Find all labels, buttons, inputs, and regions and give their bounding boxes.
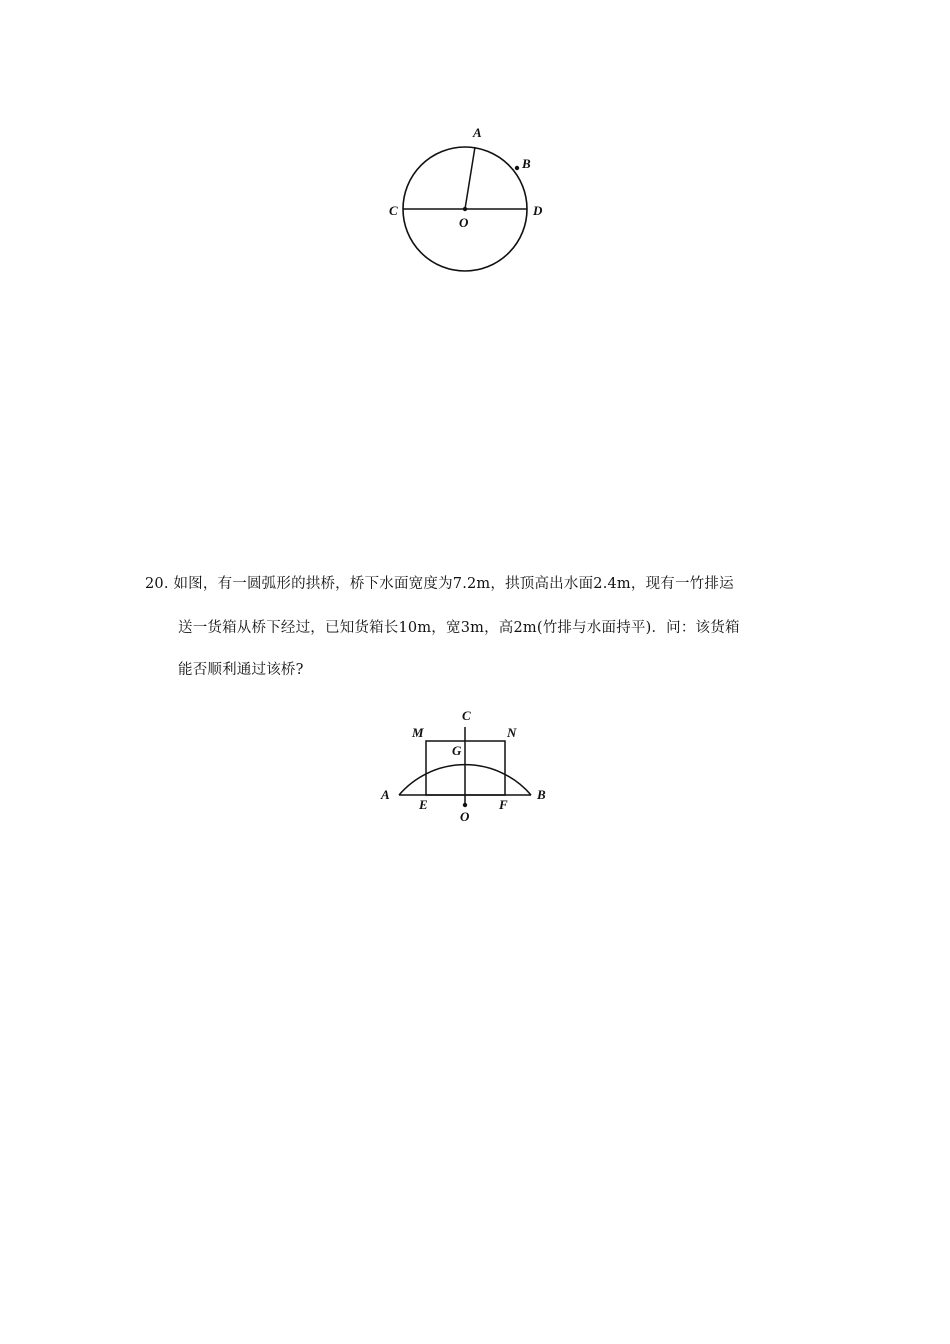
label-b: B <box>522 156 531 171</box>
label-c: C <box>389 203 398 218</box>
label-d: D <box>533 203 543 218</box>
question-line-1: 20. 如图，有一圆弧形的拱桥，桥下水面宽度为7.2m，拱顶高出水面2.4m，现有一竹排运 <box>145 576 734 592</box>
label-g: G <box>452 743 462 758</box>
label-c: C <box>462 708 471 723</box>
label-b: B <box>537 787 546 802</box>
label-a: A <box>473 125 482 140</box>
question-line-2: 送一货箱从桥下经过，已知货箱长10m，宽3m，高2m(竹排与水面持平)．问：该货箱 <box>178 620 740 636</box>
label-a: A <box>381 787 390 802</box>
label-o: O <box>459 215 469 230</box>
radius-oa <box>465 147 475 209</box>
label-e: E <box>419 797 428 812</box>
label-n: N <box>507 725 517 740</box>
label-o: O <box>460 809 470 824</box>
label-m: M <box>412 725 424 740</box>
point-b <box>515 166 519 170</box>
center-point-o <box>463 207 467 211</box>
label-f: F <box>499 797 508 812</box>
question-line-3: 能否顺利通过该桥? <box>178 662 304 678</box>
arch-bridge-figure <box>370 705 570 830</box>
point-o <box>463 803 467 807</box>
circle-figure <box>380 120 550 280</box>
